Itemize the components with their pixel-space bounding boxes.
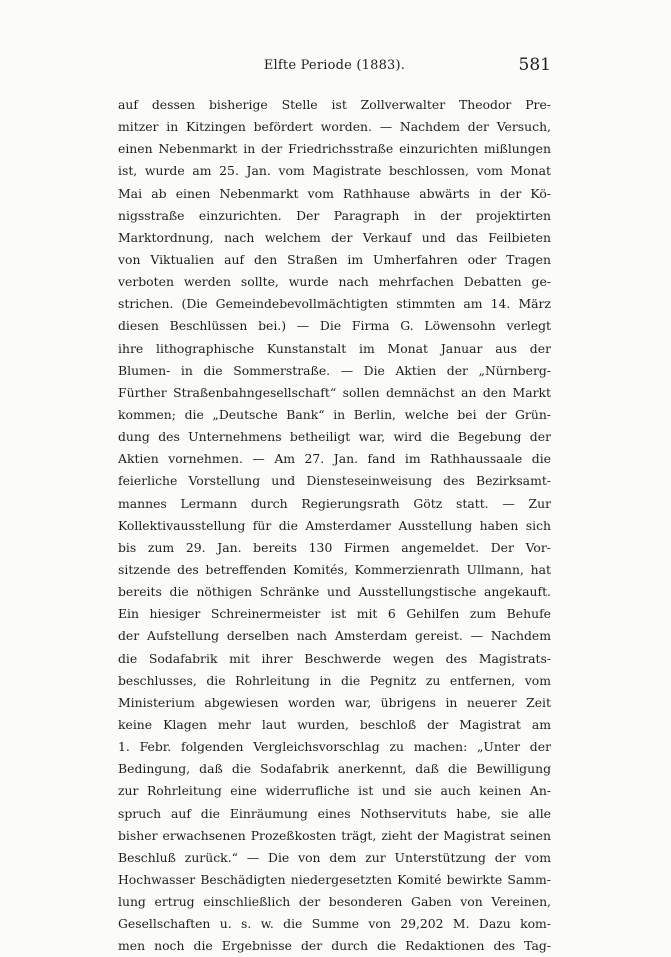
text-line: Mai ab einen Nebenmarkt vom Rathhause abwärts in der Kö- [118,185,551,201]
text-line: Ein hiesiger Schreinermeister ist mit 6 Gehilfen zum Behufe [118,606,551,622]
text-line: Fürther Straßenbahngesellschaft“ sollen demnächst an den Markt [118,384,551,400]
text-line: ist, wurde am 25. Jan. vom Magistrate beschlossen, vom Monat [118,163,551,179]
text-line: Ministerium abgewiesen worden war, übrigens in neuerer Zeit [118,694,551,710]
text-line: bisher erwachsenen Prozeßkosten trägt, zieht der Magistrat seinen [118,827,551,843]
body-text [118,94,551,957]
text-line: men noch die Ergebnisse der durch die Redaktionen des Tag- [118,938,551,954]
text-line: mitzer in Kitzingen befördert worden. — Nachdem der Versuch, [118,119,551,135]
text-line: spruch auf die Einräumung eines Nothservituts habe, sie alle [118,805,551,821]
text-line: dung des Unternehmens betheiligt war, wird die Begebung der [118,429,551,445]
text-line: 1. Febr. folgenden Vergleichsvorschlag zu machen: „Unter der [118,739,551,755]
text-line: Marktordnung, nach welchem der Verkauf und das Feilbieten [118,229,551,245]
page-number: 581 [518,55,551,75]
text-line: auf dessen bisherige Stelle ist Zollverwalter Theodor Pre- [118,97,551,112]
text-line: Aktien vornehmen. — Am 27. Jan. fand im Rathhaussaale die [118,451,551,467]
text-line: Bedingung, daß die Sodafabrik anerkennt, daß die Bewilligung [118,761,551,777]
text-line: feierliche Vorstellung und Diensteseinweisung des Bezirksamt- [118,473,551,489]
text-line: mannes Lermann durch Regierungsrath Götz statt. — Zur [118,495,551,511]
text-line: Kollektivausstellung für die Amsterdamer Ausstellung haben sich [118,517,551,533]
text-line: bis zum 29. Jan. bereits 130 Firmen angemeldet. Der Vor- [118,539,551,555]
text-line: ihre lithographische Kunstanstalt im Monat Januar aus der [118,340,551,356]
text-line: keine Klagen mehr laut wurden, beschloß der Magistrat am [118,716,551,732]
text-line: sitzende des betreffenden Komités, Kommerzienrath Ullmann, hat [118,561,551,577]
running-head [118,55,551,78]
text-line: beschlusses, die Rohrleitung in die Pegnitz zu entfernen, vom [118,672,551,688]
text-line: kommen; die „Deutsche Bank“ in Berlin, welche bei der Grün- [118,406,551,422]
text-line: von Viktualien auf den Straßen im Umherfahren oder Tragen [118,251,551,267]
text-line: zur Rohrleitung eine widerrufliche ist und sie auch keinen An- [118,783,551,799]
text-line: der Aufstellung derselben nach Amsterdam gereist. — Nachdem [118,628,551,644]
text-line: die Sodafabrik mit ihrer Beschwerde wegen des Magistrats- [118,650,551,666]
text-line: Gesellschaften u. s. w. die Summe von 29,202 M. Dazu kom- [118,916,551,932]
text-line: verboten werden sollte, wurde nach mehrfachen Debatten ge- [118,274,551,290]
text-line: einen Nebenmarkt in der Friedrichsstraße einzurichten mißlungen [118,141,551,157]
text-line: Blumen- in die Sommerstraße. — Die Aktien der „Nürnberg- [118,362,551,378]
running-title: Elfte Periode (1883). [263,58,406,73]
text-line: nigsstraße einzurichten. Der Paragraph in der projektirten [118,207,551,223]
text-line: lung ertrug einschließlich der besonderen Gaben von Vereinen, [118,894,551,910]
text-line: diesen Beschlüssen bei.) — Die Firma G. Löwensohn verlegt [118,318,551,334]
text-line: strichen. (Die Gemeindebevollmächtigten stimmten am 14. März [118,296,551,312]
text-line: bereits die nöthigen Schränke und Ausstellungstische angekauft. [118,584,551,600]
text-line: Beschluß zurück.“ — Die von dem zur Unterstützung der vom [118,849,551,865]
text-line: Hochwasser Beschädigten niedergesetzten Komité bewirkte Samm- [118,871,551,887]
